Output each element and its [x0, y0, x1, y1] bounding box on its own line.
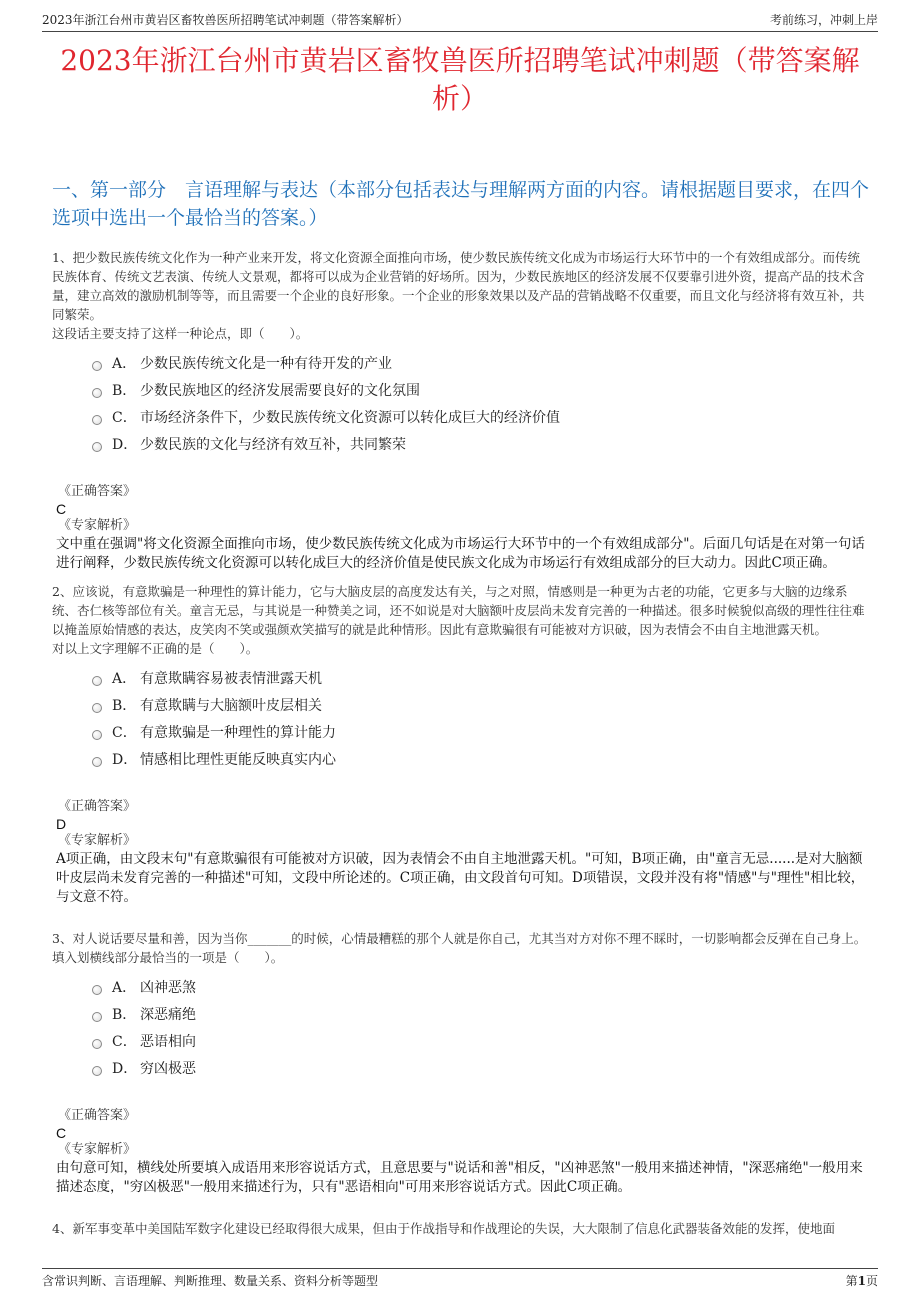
- option-b[interactable]: B． 少数民族地区的经济发展需要良好的文化氛围: [92, 376, 868, 403]
- option-d[interactable]: D． 情感相比理性更能反映真实内心: [92, 745, 868, 772]
- options-group: [92, 664, 868, 772]
- radio-icon[interactable]: [92, 757, 102, 767]
- expert-analysis: A项正确，由文段末句"有意欺骗很有可能被对方识破，因为表情会不由自主地泄露天机。"可知，B项正确，由"童言无忌......是对大脑额叶皮层尚未发育完善的一种描述"可知，文段中所论述的。C项正确，由文段首句可知。D项错误，文段并没有将"情感"与"理性"相比较，与文意不符。: [56, 851, 865, 905]
- radio-icon[interactable]: [92, 985, 102, 995]
- option-c[interactable]: C． 恶语相向: [92, 1027, 868, 1054]
- radio-icon[interactable]: [92, 1066, 102, 1076]
- document-title: 2023年浙江台州市黄岩区畜牧兽医所招聘笔试冲刺题（带答案解析）: [60, 44, 860, 115]
- options-group: [92, 349, 868, 457]
- expert-analysis-label: 《专家解析》: [58, 1142, 137, 1157]
- question-stem: 2、应该说，有意欺骗是一种理性的算计能力，它与大脑皮层的高度发达有关，与之对照，情感则是一种更为古老的功能，它更多与大脑的边缘系统、杏仁核等部位有关。童言无忌，与其说是一种赞美之词，还不如说是对大脑额叶皮层尚未发育完善的一种描述。很多时候貌似高级的理性往往难以掩盖原始情感的表达，皮笑肉不笑或强颜欢笑描写的就是此种情形。因此有意欺骗很有可能被对方识破，因为表情会不由自主地泄露天机。: [52, 584, 865, 637]
- question-3: [52, 929, 868, 1219]
- radio-icon[interactable]: [92, 415, 102, 425]
- radio-icon[interactable]: [92, 676, 102, 686]
- radio-icon[interactable]: [92, 1039, 102, 1049]
- page-footer: [42, 1268, 878, 1289]
- footer-note: 含常识判断、言语理解、判断推理、数量关系、资料分析等题型: [42, 1274, 379, 1288]
- option-a[interactable]: A． 凶神恶煞: [92, 973, 868, 1000]
- question-prompt: 对以上文字理解不正确的是（ ）。: [52, 641, 259, 656]
- radio-icon[interactable]: [92, 442, 102, 452]
- option-d[interactable]: D． 少数民族的文化与经济有效互补，共同繁荣: [92, 430, 868, 457]
- expert-analysis-label: 《专家解析》: [58, 833, 137, 848]
- correct-answer-label: 《正确答案》: [58, 1108, 137, 1123]
- option-b[interactable]: B． 有意欺瞒与大脑额叶皮层相关: [92, 691, 868, 718]
- radio-icon[interactable]: [92, 703, 102, 713]
- header-slogan: 考前练习，冲刺上岸: [769, 13, 878, 27]
- question-list: [52, 248, 868, 1239]
- question-prompt: 填入划横线部分最恰当的一项是（ ）。: [52, 950, 284, 965]
- correct-answer: C: [56, 501, 67, 517]
- correct-answer: D: [56, 816, 67, 832]
- header-doc-title: 2023年浙江台州市黄岩区畜牧兽医所招聘笔试冲刺题（带答案解析）: [42, 13, 409, 27]
- section-heading: 一、第一部分 言语理解与表达（本部分包括表达与理解两方面的内容。请根据题目要求，在四个选项中选出一个最恰当的答案。）: [52, 179, 870, 229]
- page-header: [42, 10, 878, 32]
- question-stem: 3、对人说话要尽量和善，因为当你_______的时候，心情最糟糕的那个人就是你自己，尤其当对方对你不理不睬时，一切影响都会反弹在自己身上。: [52, 931, 867, 946]
- correct-answer-label: 《正确答案》: [58, 484, 137, 499]
- options-group: [92, 973, 868, 1081]
- question-prompt: 这段话主要支持了这样一种论点，即（ ）。: [52, 326, 309, 341]
- page-number: 第1页: [845, 1274, 878, 1288]
- question-stem: 4、新军事变革中美国陆军数字化建设已经取得很大成果，但由于作战指导和作战理论的失误，大大限制了信息化武器装备效能的发挥，使地面: [52, 1221, 835, 1236]
- option-b[interactable]: B． 深恶痛绝: [92, 1000, 868, 1027]
- question-stem: 1、把少数民族传统文化作为一种产业来开发，将文化资源全面推向市场，使少数民族传统文化成为市场运行大环节中的一个有效组成部分。而传统民族体育、传统文艺表演、传统人文景观，都将可以成为企业营销的好场所。因为，少数民族地区的经济发展不仅要靠引进外资，提高产品的技术含量，建立高效的激励机制等等，而且需要一个企业的良好形象。一个企业的形象效果以及产品的营销战略不仅重要，而且文化与经济将有效互补，共同繁荣。: [52, 250, 865, 322]
- option-c[interactable]: C． 市场经济条件下，少数民族传统文化资源可以转化成巨大的经济价值: [92, 403, 868, 430]
- radio-icon[interactable]: [92, 361, 102, 371]
- option-c[interactable]: C． 有意欺骗是一种理性的算计能力: [92, 718, 868, 745]
- question-2: [52, 582, 868, 929]
- question-4: [52, 1219, 868, 1239]
- correct-answer: C: [56, 1125, 67, 1141]
- question-1: [52, 248, 868, 582]
- option-a[interactable]: A． 少数民族传统文化是一种有待开发的产业: [92, 349, 868, 376]
- expert-analysis: 由句意可知，横线处所要填入成语用来形容说话方式，且意思要与"说话和善"相反，"凶神恶煞"一般用来描述神情，"深恶痛绝"一般用来描述态度，"穷凶极恶"一般用来描述行为，只有"恶语相向"可用来形容说话方式。因此C项正确。: [56, 1160, 863, 1195]
- expert-analysis: 文中重在强调"将文化资源全面推向市场，使少数民族传统文化成为市场运行大环节中的一个有效组成部分"。后面几句话是在对第一句话进行阐释，少数民族传统文化资源可以转化成巨大的经济价值是使民族文化成为市场运行有效组成部分的巨大动力。因此C项正确。: [56, 536, 865, 571]
- correct-answer-label: 《正确答案》: [58, 799, 137, 814]
- expert-analysis-label: 《专家解析》: [58, 518, 137, 533]
- option-a[interactable]: A． 有意欺瞒容易被表情泄露天机: [92, 664, 868, 691]
- option-d[interactable]: D． 穷凶极恶: [92, 1054, 868, 1081]
- radio-icon[interactable]: [92, 730, 102, 740]
- radio-icon[interactable]: [92, 1012, 102, 1022]
- radio-icon[interactable]: [92, 388, 102, 398]
